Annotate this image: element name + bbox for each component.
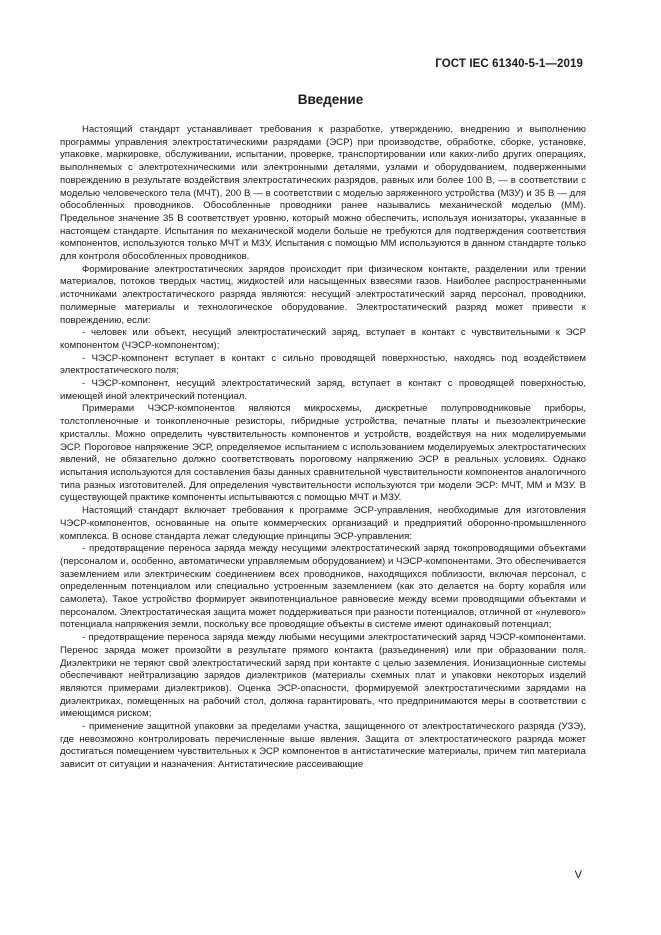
list-item: - применение защитной упаковки за пределами участка, защищенного от электростатического разряда (УЗЭ), где невозможно контролировать перечисленные выше явления. Защита от электростатического разряда может достигаться помещением чувствительных к ЭСР компонентов в антистатические материалы, причем тип материала зависит от ситуации и назначения. Антистатические рассеивающие [60,721,586,771]
paragraph: Формирование электростатических зарядов происходит при физическом контакте, разделении или трении материалов, потоков твердых частиц, жидкостей или насыщенных взвесями газов. Наиболее распространенными источниками электростатического разряда являются: несущий электростатический заряд персонал, проводники, полимерные материалы и технологическое оборудование. Электростатический разряд может привести к повреждению, если: [60,263,586,326]
paragraph: Примерами ЧЭСР-компонентов являются микросхемы, дискретные полупроводниковые приборы, толстопленочные и тонкопленочные резисторы, гибридные устройства, печатные платы и пьезоэлектрические кристаллы. Можно определить чувствительность компонентов и устройств, воздействуя на них моделируемыми ЭСР. Пороговое напряжение ЭСР, определяемое испытанием с использованием моделируемых электростатических явлений, не обязательно должно соответствовать пороговому напряжению ЭСР в реальных условиях. Однако испытания используются для составления базы данных сравнительной чувствительности компонентов аналогичного типа разных изготовителей. Для определения чувствительности используются три модели ЭСР: МЧТ, ММ и МЗУ. В существующей практике компоненты испытываются с помощью МЧТ и МЗУ. [60,403,586,504]
body-text [60,124,586,772]
paragraph: Настоящий стандарт устанавливает требования к разработке, утверждению, внедрению и выполнению программы управления электростатическими разрядами (ЭСР) при производстве, обработке, сборке, установке, упаковке, маркировке, обслуживании, испытании, проверке, транспортировании или каких-либо других операциях, выполняемых с электротехническими или электронными деталями, узлами и оборудованием, подверженными повреждению в результате воздействия электростатических разрядов, равных или более 100 В, — в соответствии с моделью человеческого тела (МЧТ), 200 В — в соответствии с моделью заряженного устройства (МЗУ) и 35 В — для обособленных проводников. Обособленные проводники ранее назывались механической моделью (ММ). Предельное значение 35 В соответствует уровню, который можно обеспечить, используя ионизаторы, указанные в настоящем стандарте. Испытания по механической модели больше не требуются для подтверждения соответствия компонентов, используются только МЧТ и МЗУ. Испытания с помощью ММ используются в данном стандарте только для контроля обособленных проводников. [60,124,586,263]
list-item: - предотвращение переноса заряда между любыми несущими электростатический заряд ЧЭСР-компонентами. Перенос заряда может произойти в результате прямого контакта (разъединения) или при образовании поля. Диэлектрики не теряют свой электростатический заряд при контакте с целью заземления. Ионизационные системы обеспечивают нейтрализацию зарядов диэлектриков (материалы схемных плат и упаковки некоторых изделий являются примерами диэлектриков). Оценка ЭСР-опасности, формируемой электростатическими зарядами на диэлектриках, помещенных на рабочий стол, должна гарантировать, что предпринимаются меры в соответствии с имеющимся риском; [60,632,586,720]
list-item: - человек или объект, несущий электростатический заряд, вступает в контакт с чувствительными к ЭСР компонентом (ЧЭСР-компонентом); [60,327,586,351]
paragraph: Настоящий стандарт включает требования к программе ЭСР-управления, необходимые для изготовления ЧЭСР-компонентов, основанные на опыте коммерческих организаций и предприятий оборонно-промышленного комплекса. В основе стандарта лежат следующие принципы ЭСР-управления: [60,505,586,542]
section-title: Введение [297,92,364,107]
list-item: - предотвращение переноса заряда между несущими электростатический заряд токопроводящими объектами (персоналом и, особенно, автоматически управляемым оборудованием) и ЧЭСР-компонентами. Это обеспечивается заземлением или электрическим соединением всех проводников, находящихся поблизости, включая персонал, с определенным потенциалом или специально устроенным заземлением (как это делается на борту корабля или самолета). Такое устройство формирует эквипотенциальное равновесие между всеми проводящими объектами и персоналом. Электростатическая защита может поддерживаться при разности потенциалов, отличной от «нулевого» потенциала напряжения земли, поскольку все проводящие объекты в системе имеют одинаковый потенциал; [60,543,586,631]
page-number: V [574,869,582,881]
list-item: - ЧЭСР-компонент вступает в контакт с сильно проводящей поверхностью, находясь под воздействием электростатического поля; [60,352,586,377]
list-item: - ЧЭСР-компонент, несущий электростатический заряд, вступает в контакт с проводящей поверхностью, имеющей иной электрический потенциал. [60,378,586,402]
standard-header: ГОСТ IEC 61340-5-1—2019 [435,58,583,70]
